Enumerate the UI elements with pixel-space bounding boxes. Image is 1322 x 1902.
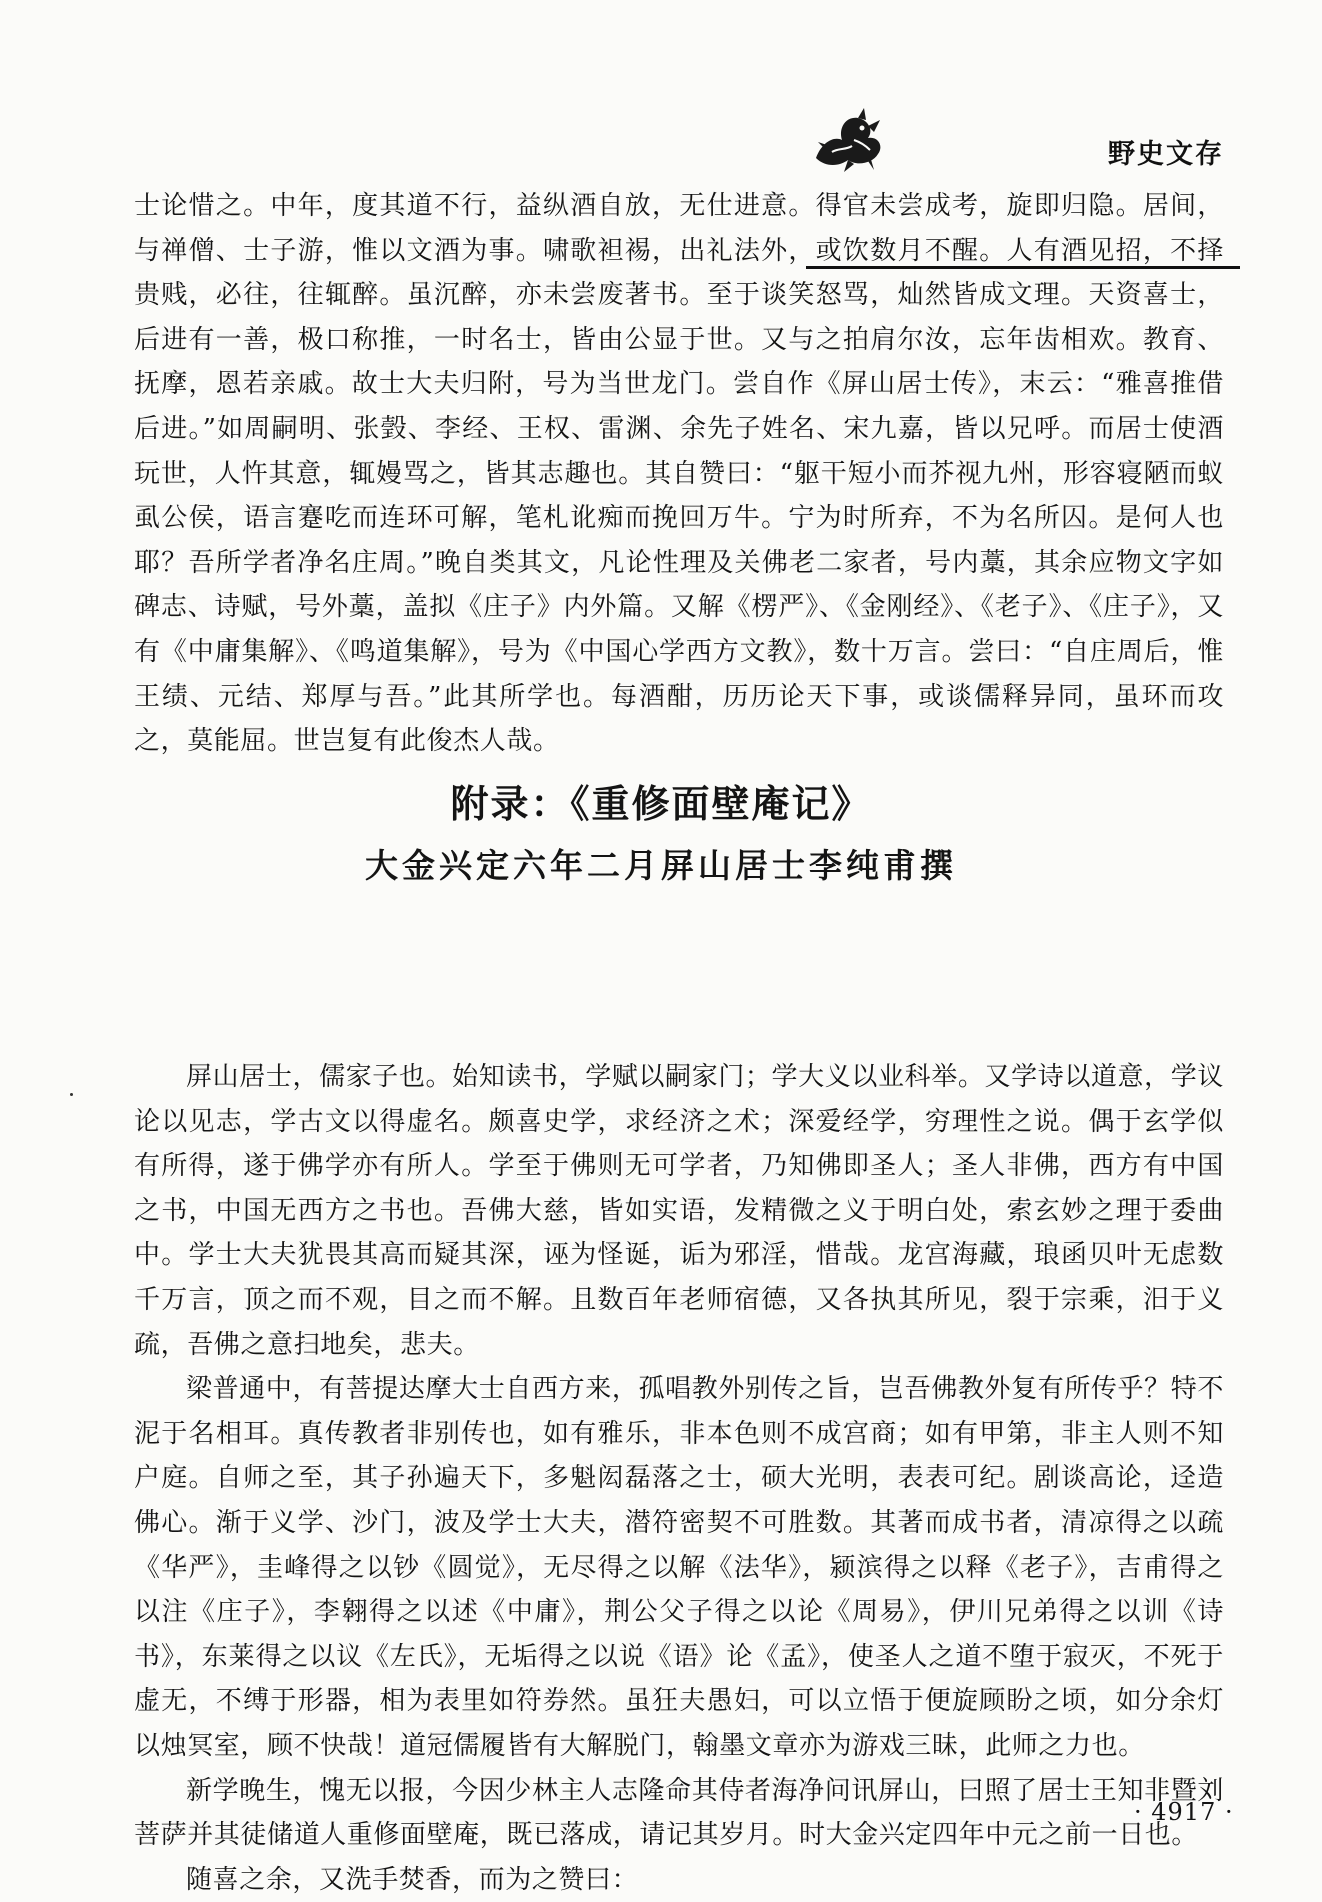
- page-number: · 4917 ·: [1134, 1798, 1234, 1826]
- section-name: 野史文存: [1108, 139, 1224, 170]
- dragon-emblem-icon: [808, 106, 888, 176]
- running-header: [0, 100, 1322, 180]
- continuation-paragraph: 士论惜之。中年，度其道不行，益纵酒自放，无仕进意。得官未尝成考，旋即归隐。居间，与禅僧、士子游，惟以文酒为事。啸歌袒裼，出礼法外，或饮数月不醒。人有酒见招，不择贵贱，必往，往辄醉。虽沉醉，亦未尝废著书。至于谈笑怒骂，灿然皆成文理。天资喜士，后进有一善，极口称推，一时名士，皆由公显于世。又与之拍肩尔汝，忘年齿相欢。教育、抚摩，恩若亲戚。故士大夫归附，号为当世龙门。尝自作《屏山居士传》，末云：“雅喜推借后进。”如周嗣明、张瑴、李经、王权、雷渊、余先子姓名、宋九嘉，皆以兄呼。而居士使酒玩世，人忤其意，辄嫚骂之，皆其志趣也。其自赞曰：“躯干短小而芥视九州，形容寝陋而蚁虱公侯，语言蹇吃而连环可解，笔札讹痴而挽回万牛。宁为时所弃，不为名所囚。是何人也耶？吾所学者净名庄周。”晚自类其文，凡论性理及关佛老二家者，号内藁，其余应物文字如碑志、诗赋，号外藁，盖拟《庄子》内外篇。又解《楞严》、《金刚经》、《老子》、《庄子》，又有《中庸集解》、《鸣道集解》，号为《中国心学西方文教》，数十万言。尝曰：“自庄周后，惟王绩、元结、郑厚与吾。”此其所学也。每酒酣，历历论天下事，或谈儒释异同，虽环而攻之，莫能屈。世岂复有此俊杰人哉。: [134, 191, 1224, 757]
- appendix-paragraph: 梁普通中，有菩提达摩大士自西方来，孤唱教外别传之旨，岂吾佛教外复有所传乎？特不泥于名相耳。真传教者非别传也，如有雅乐，非本色则不成宫商；如有甲第，非主人则不知户庭。自师之至，其子孙遍天下，多魁闳磊落之士，硕大光明，表表可纪。剧谈高论，迳造佛心。渐于义学、沙门，波及学士大夫，潜符密契不可胜数。其著而成书者，清凉得之以疏《华严》，圭峰得之以钞《圆觉》，无尽得之以解《法华》，颍滨得之以释《老子》，吉甫得之以注《庄子》，李翱得之以述《中庸》，荆公父子得之以论《周易》，伊川兄弟得之以训《诗书》，东莱得之以议《左氏》，无垢得之以说《语》论《孟》，使圣人之道不堕于寂灭，不死于虚无，不缚于形器，相为表里如符券然。虽狂夫愚妇，可以立悟于便旋顾盼之顷，如分余灯以烛冥室，顾不快哉！道冠儒履皆有大解脱门，翰墨文章亦为游戏三昧，此师之力也。: [134, 1374, 1224, 1761]
- appendix-subtitle: 大金兴定六年二月屏山居士李纯甫撰: [365, 846, 957, 885]
- appendix-paragraph: 新学晚生，愧无以报，今因少林主人志隆命其侍者海净问讯屏山，曰照了居士王知非暨刘菩萨并其徒储道人重修面壁庵，既已落成，请记其岁月。时大金兴定四年中元之前一日也。: [134, 1775, 1224, 1851]
- appendix-title: 附录：《重修面壁庵记》: [450, 782, 872, 826]
- scan-speck: [70, 1093, 73, 1096]
- appendix-paragraph: 随喜之余，又洗手焚香，而为之赞曰：: [186, 1864, 639, 1895]
- appendix-body: [134, 1055, 1224, 1902]
- appendix-paragraph: 屏山居士，儒家子也。始知读书，学赋以嗣家门；学大义以业科举。又学诗以道意，学议论以见志，学古文以得虚名。颇喜史学，求经济之术；深爱经学，穷理性之说。偶于玄学似有所得，遂于佛学亦有所人。学至于佛则无可学者，乃知佛即圣人；圣人非佛，西方有中国之书，中国无西方之书也。吾佛大慈，皆如实语，发精微之义于明白处，索玄妙之理于委曲中。学士大夫犹畏其高而疑其深，诬为怪诞，诟为邪淫，惜哉。龙宫海藏，琅函贝叶无虑数千万言，顶之而不观，目之而不解。且数百年老师宿德，又各执其所见，裂于宗乘，汨于义疏，吾佛之意扫地矣，悲夫。: [134, 1062, 1224, 1360]
- continuation-text: [134, 184, 1224, 764]
